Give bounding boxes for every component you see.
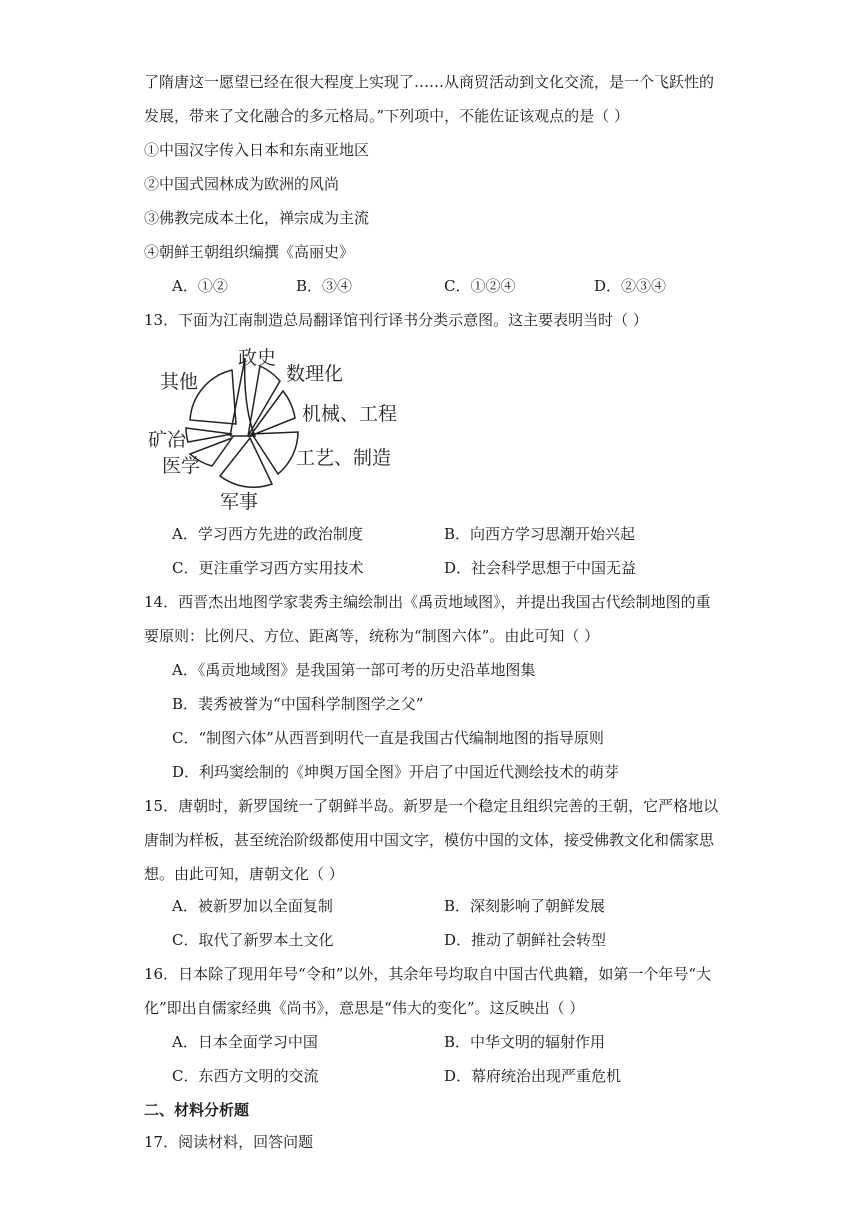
q14-option-d: D．利玛窦绘制的《坤舆万国全图》开启了中国近代测绘技术的萌芽 xyxy=(172,763,620,781)
q13-option-a: A．学习西方先进的政治制度 xyxy=(172,525,363,543)
q13-stem: 13．下面为江南制造总局翻译馆刊行译书分类示意图。这主要表明当时（ ） xyxy=(144,311,648,329)
q15-option-b: B．深刻影响了朝鲜发展 xyxy=(444,897,606,915)
pie-label-medicine: 医学 xyxy=(162,455,201,477)
pie-slice-craft-manufacturing xyxy=(252,432,298,474)
q13-option-c: C．更注重学习西方实用技术 xyxy=(172,559,364,577)
q13-option-d: D．社会科学思想于中国无益 xyxy=(444,559,637,577)
q16-stem-line2: 化”即出自儒家经典《尚书》，意思是“伟大的变化”。这反映出（ ） xyxy=(144,999,585,1017)
q17-stem: 17．阅读材料，回答问题 xyxy=(144,1133,314,1151)
q16-option-b: B．中华文明的辐射作用 xyxy=(444,1033,606,1051)
pie-label-craft-manufacturing: 工艺、制造 xyxy=(296,447,392,469)
q14-stem-line2: 要原则：比例尺、方位、距离等，统称为“制图六体”。由此可知（ ） xyxy=(144,627,600,645)
pie-label-military: 军事 xyxy=(220,491,259,513)
q15-stem-line1: 15．唐朝时，新罗国统一了朝鲜半岛。新罗是一个稳定且组织完善的王朝，它严格地以 xyxy=(144,797,719,815)
section-title: 二、材料分析题 xyxy=(144,1101,250,1119)
translation-category-pie xyxy=(140,336,410,516)
q14-option-c: C．“制图六体”从西晋到明代一直是我国古代编制地图的指导原则 xyxy=(172,729,604,747)
q14-stem-line1: 14．西晋杰出地图学家裴秀主编绘制出《禹贡地域图》，并提出我国古代绘制地图的重 xyxy=(144,593,711,611)
pie-label-other: 其他 xyxy=(160,371,199,393)
q15-option-a: A．被新罗加以全面复制 xyxy=(172,897,333,915)
q12-item-3: ③佛教完成本土化，禅宗成为主流 xyxy=(144,209,370,227)
q14-option-b: B．裴秀被誉为“中国科学制图学之父” xyxy=(172,695,424,713)
pie-label-machinery-engineering: 机械、工程 xyxy=(302,403,398,425)
pie-label-mining: 矿冶 xyxy=(148,429,187,451)
pie-label-politics-history: 政史 xyxy=(238,347,277,369)
q15-stem-line2: 唐制为样板，甚至统治阶级都使用中国文字，模仿中国的文体，接受佛教文化和儒家思 xyxy=(144,831,715,849)
q16-option-c: C．东西方文明的交流 xyxy=(172,1067,319,1085)
q12-stem-line1: 了隋唐这一愿望已经在很大程度上实现了……从商贸活动到文化交流，是一个飞跃性的 xyxy=(144,73,715,91)
q16-stem-line1: 16．日本除了现用年号“令和”以外，其余年号均取自中国古代典籍，如第一个年号“大 xyxy=(144,965,712,983)
q12-item-4: ④朝鲜王朝组织编撰《高丽史》 xyxy=(144,243,355,261)
q12-item-2: ②中国式园林成为欧洲的风尚 xyxy=(144,175,340,193)
q12-option-c: C．①②④ xyxy=(444,277,516,295)
q16-option-a: A．日本全面学习中国 xyxy=(172,1033,318,1051)
q14-option-a: A．《禹贡地域图》是我国第一部可考的历史沿革地图集 xyxy=(172,661,536,679)
q15-stem-line3: 想。由此可知，唐朝文化（ ） xyxy=(144,865,344,883)
q15-option-d: D．推动了朝鲜社会转型 xyxy=(444,931,607,949)
q15-option-c: C．取代了新罗本土文化 xyxy=(172,931,334,949)
q12-stem-line2: 发展，带来了文化融合的多元格局。”下列项中，不能佐证该观点的是（ ） xyxy=(144,107,629,125)
pie-slice-military xyxy=(220,438,272,487)
q12-option-d: D．②③④ xyxy=(594,277,667,295)
q16-option-d: D．幕府统治出现严重危机 xyxy=(444,1067,622,1085)
q12-item-1: ①中国汉字传入日本和东南亚地区 xyxy=(144,141,370,159)
pie-label-math-physics-chem: 数理化 xyxy=(286,363,344,385)
pie-slice-machinery-engineering xyxy=(250,391,295,436)
q13-option-b: B．向西方学习思潮开始兴起 xyxy=(444,525,636,543)
q12-option-b: B．③④ xyxy=(296,277,353,295)
q12-option-a: A．①② xyxy=(172,277,228,295)
